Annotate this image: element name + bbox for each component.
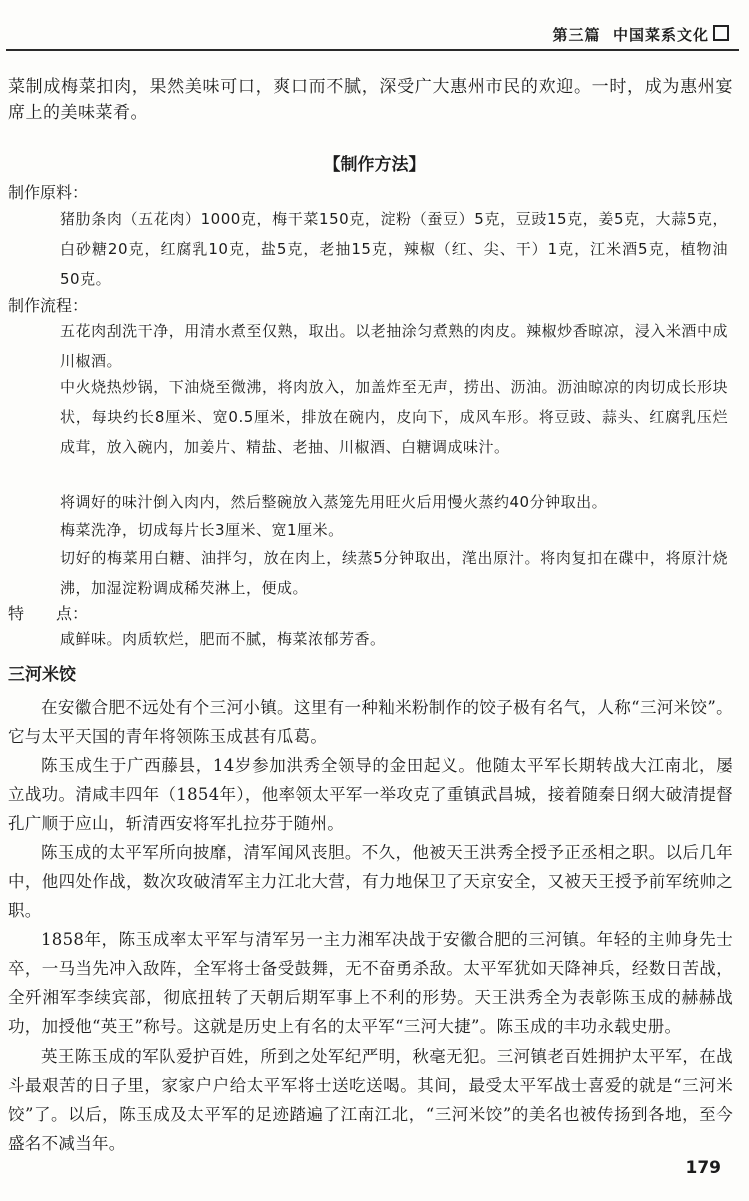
dish-title: 三河米饺 bbox=[8, 665, 76, 685]
method-heading: 【制作方法】 bbox=[323, 155, 426, 175]
process-step: 五花肉刮洗干净，用清水煮至仅熟，取出。以老抽涂匀煮熟的肉皮。辣椒炒香晾凉，浸入米酒中成川椒酒。 bbox=[60, 322, 728, 370]
body-paragraph: 陈玉成的太平军所向披靡，清军闻风丧胆。不久，他被天王洪秀全授予正丞相之职。以后几年中，他四处作战，数次攻破清军主力江北大营，有力地保卫了天京安全，又被天王授予前军统帅之职。 bbox=[8, 843, 733, 920]
chapter-title: 中国菜系文化 bbox=[612, 26, 709, 44]
process-label: 制作流程： bbox=[8, 296, 89, 315]
intro-paragraph: 菜制成梅菜扣肉，果然美味可口，爽口而不腻，深受广大惠州市民的欢迎。一时，成为惠州宴席上的美味菜肴。 bbox=[8, 77, 733, 123]
page-number: 179 bbox=[685, 1158, 721, 1178]
features-text: 咸鲜味。肉质软烂，肥而不腻，梅菜浓郁芳香。 bbox=[60, 630, 386, 648]
body-paragraph: 英王陈玉成的军队爱护百姓，所到之处军纪严明，秋毫无犯。三河镇老百姓拥护太平军，在战斗最艰苦的日子里，家家户户给太平军将士送吃送喝。其间，最受太平军战士喜爱的就是“三河米饺”了。以后，陈玉成及太平军的足迹踏遍了江南江北，“三河米饺”的美名也被传扬到各地，至今盛名不减当年。 bbox=[8, 1047, 733, 1153]
ingredients-text: 猪肋条肉（五花肉）1000克，梅干菜150克，淀粉（蚕豆）5克，豆豉15克，姜5克，大蒜5克，白砂糖20克，红腐乳10克，盐5克，老抽15克，辣椒（红、尖、干）1克，江米酒5克，植物油50克。 bbox=[60, 210, 728, 288]
square-marker-icon bbox=[713, 25, 729, 41]
process-step: 将调好的味汁倒入肉内，然后整碗放入蒸笼先用旺火后用慢火蒸约40分钟取出。 bbox=[60, 493, 608, 511]
body-paragraph: 1858年，陈玉成率太平军与清军另一主力湘军决战于安徽合肥的三河镇。年轻的主帅身先士卒，一马当先冲入敌阵，全军将士备受鼓舞，无不奋勇杀敌。太平军犹如天降神兵，经数日苦战，全歼湘军李续宾部，彻底扭转了天朝后期军事上不利的形势。天王洪秀全为表彰陈玉成的赫赫战功，加授他“英王”称号。这就是历史上有名的太平军“三河大捷”。陈玉成的丰功永载史册。 bbox=[8, 930, 733, 1036]
header-rule bbox=[6, 49, 739, 51]
ingredients-label: 制作原料： bbox=[8, 183, 89, 202]
process-step: 中火烧热炒锅，下油烧至微沸，将肉放入，加盖炸至无声，捞出、沥油。沥油晾凉的肉切成长形块状，每块约长8厘米、宽0.5厘米，排放在碗内，皮向下，成风车形。将豆豉、蒜头、红腐乳压烂成茸，放入碗内，加姜片、精盐、老抽、川椒酒、白糖调成味汁。 bbox=[60, 378, 728, 456]
features-label: 特 点： bbox=[8, 604, 89, 623]
process-step: 切好的梅菜用白糖、油拌匀，放在肉上，续蒸5分钟取出，滗出原汁。将肉复扣在碟中，将原汁烧沸，加湿淀粉调成稀芡淋上，便成。 bbox=[60, 549, 728, 597]
process-step: 梅菜洗净，切成每片长3厘米、宽1厘米。 bbox=[60, 521, 344, 539]
body-paragraph: 在安徽合肥不远处有个三河小镇。这里有一种籼米粉制作的饺子极有名气，人称“三河米饺”。它与太平天国的青年将领陈玉成甚有瓜葛。 bbox=[8, 698, 733, 746]
body-paragraph: 陈玉成生于广西藤县，14岁参加洪秀全领导的金田起义。他随太平军长期转战大江南北，屡立战功。清咸丰四年（1854年），他率领太平军一举攻克了重镇武昌城，接着随秦日纲大破清提督孔广顺于应山，斩清西安将军扎拉芬于随州。 bbox=[8, 756, 733, 833]
running-header bbox=[0, 0, 749, 58]
header-title bbox=[553, 24, 729, 45]
chapter-label: 第三篇 bbox=[552, 26, 601, 44]
